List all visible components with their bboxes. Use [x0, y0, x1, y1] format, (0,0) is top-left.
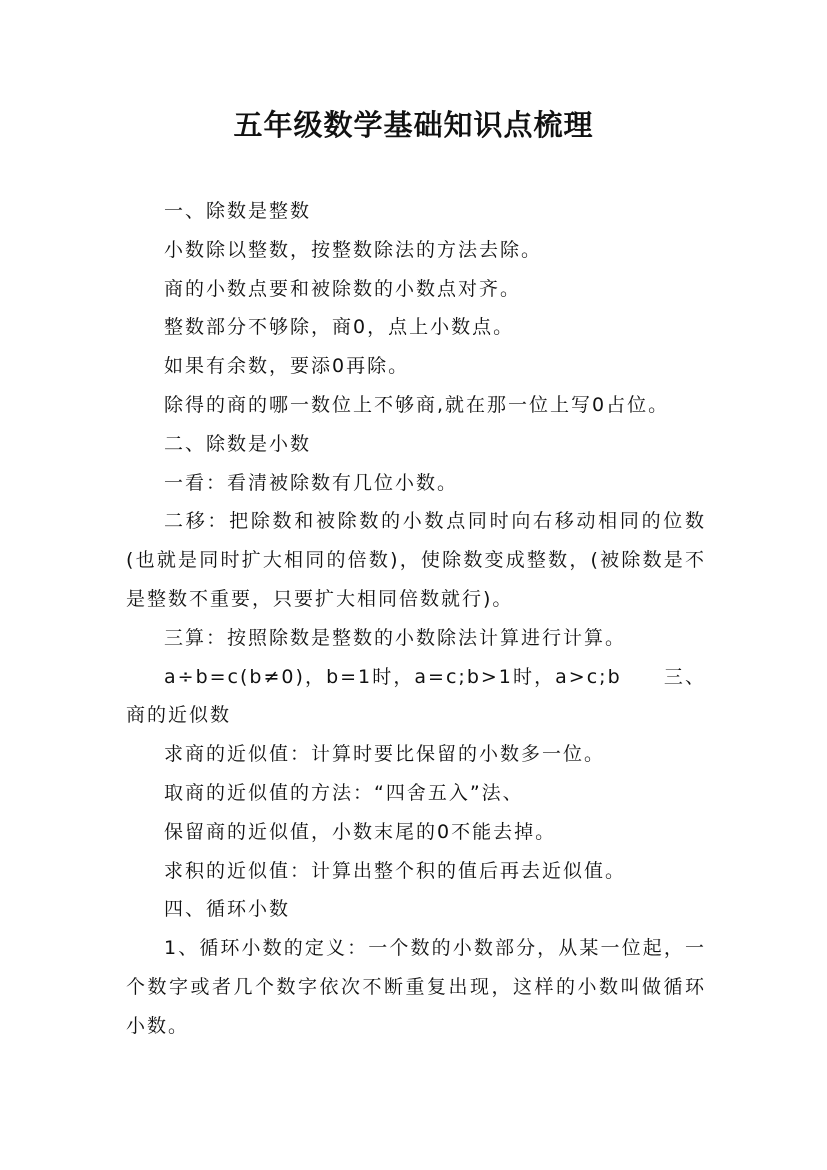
paragraph: 一看：看清被除数有几位小数。	[164, 471, 459, 494]
page-title: 五年级数学基础知识点梳理	[233, 108, 594, 142]
section-heading-1: 一、除数是整数	[164, 200, 312, 222]
paragraph: 整数部分不够除，商0，点上小数点。	[164, 316, 515, 339]
paragraph: 小数除以整数，按整数除法的方法去除。	[164, 238, 543, 261]
section-heading-2: 二、除数是小数	[164, 432, 312, 455]
paragraph: 1、循环小数的定义：一个数的小数部分，从某一位起，一个数字或者几个数字依次不断重复出现，这样的小数叫做循环小数。	[126, 937, 706, 1037]
paragraph: 求商的近似值：计算时要比保留的小数多一位。	[164, 743, 606, 766]
document-body	[126, 192, 706, 1046]
paragraph: 取商的近似值的方法：“四舍五入”法、	[164, 781, 524, 804]
paragraph: 如果有余数，要添0再除。	[164, 355, 410, 378]
paragraph: 三算：按照除数是整数的小数除法计算进行计算。	[164, 626, 627, 649]
paragraph: 保留商的近似值，小数末尾的0不能去掉。	[164, 820, 557, 843]
paragraph: 求积的近似值：计算出整个积的值后再去近似值。	[164, 859, 627, 882]
section-heading-4: 四、循环小数	[164, 898, 291, 921]
paragraph: 二移：把除数和被除数的小数点同时向右移动相同的位数(也就是同时扩大相同的倍数)，使除数变成整数，(被除数是不是整数不重要，只要扩大相同倍数就行)。	[126, 510, 706, 610]
paragraph: 除得的商的哪一数位上不够商,就在那一位上写0占位。	[164, 393, 670, 416]
paragraph: a÷b=c(b≠0)，b=1时，a=c;b>1时，a>c;b 三、商的近似数	[126, 665, 706, 727]
paragraph: 商的小数点要和被除数的小数点对齐。	[164, 277, 522, 300]
